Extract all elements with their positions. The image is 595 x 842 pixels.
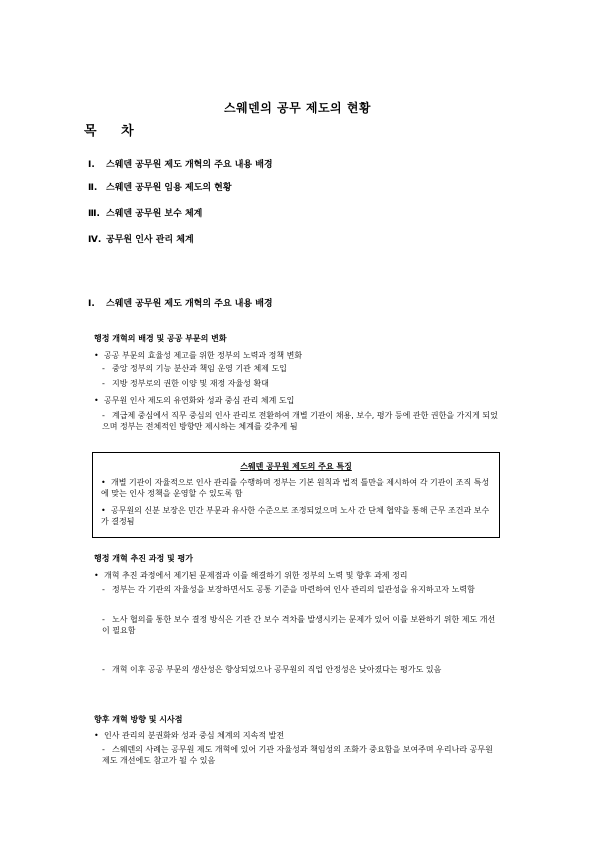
bullet-item — [94, 730, 284, 741]
box-item-text: 개별 기관이 자율적으로 인사 관리를 수행하며 정부는 기본 원칙과 법적 틀만을 제시하여 각 기관이 조직 특성에 맞는 인사 정책을 운영할 수 있도록 함 — [101, 478, 490, 498]
bullet-marker: • — [94, 396, 99, 405]
subsection-heading: 행정 개혁 추진 과정 및 평가 — [94, 554, 193, 563]
bullet-marker: • — [94, 571, 99, 580]
bullet-marker: - — [102, 745, 105, 754]
bullet-item — [102, 378, 269, 389]
bullet-marker: • — [94, 731, 99, 740]
subsection-heading: 향후 개혁 방향 및 시사점 — [94, 715, 183, 724]
bullet-item — [102, 584, 500, 595]
bullet-item — [94, 395, 294, 406]
box-item-text: 공무원의 신분 보장은 민간 부문과 유사한 수준으로 조정되었으며 노사 간 단체 협약을 통해 근무 조건과 보수가 결정됨 — [101, 506, 490, 526]
toc-item-number: Ⅳ. — [88, 235, 102, 245]
toc-item — [88, 232, 194, 245]
bullet-text: 지방 정부로의 권한 이양 및 재정 자율성 확대 — [112, 379, 269, 388]
toc-item-number: Ⅰ. — [88, 160, 95, 170]
toc-item — [88, 157, 273, 170]
bullet-text: 계급제 중심에서 직무 중심의 인사 관리로 전환하여 개별 기관이 채용, 보수, 평가 등에 관한 권한을 가지게 되었으며 정부는 전체적인 방향만 제시하는 체계를 갖추게 됨 — [102, 411, 498, 431]
section-heading — [88, 296, 273, 309]
summary-box — [92, 452, 500, 538]
toc-item-label: 공무원 인사 관리 체계 — [106, 235, 194, 245]
bullet-item — [102, 614, 500, 636]
bullet-marker: - — [102, 665, 105, 674]
bullet-marker: - — [102, 615, 105, 624]
subsection-heading: 행정 개혁의 배경 및 공공 부문의 변화 — [94, 334, 227, 343]
toc-item — [88, 206, 202, 219]
bullet-item — [102, 410, 500, 432]
bullet-text: 공공 부문의 효율성 제고를 위한 정부의 노력과 정책 변화 — [104, 351, 303, 360]
toc-item-number: Ⅲ. — [88, 209, 100, 219]
bullet-text: 개혁 이후 공공 부문의 생산성은 향상되었으나 공무원의 직업 안정성은 낮아졌다는 평가도 있음 — [112, 665, 442, 674]
bullet-text: 노사 협의를 통한 보수 결정 방식은 기관 간 보수 격차를 발생시키는 문제가 있어 이를 보완하기 위한 제도 개선이 필요함 — [102, 615, 496, 635]
bullet-text: 개혁 추진 과정에서 제기된 문제점과 이를 해결하기 위한 정부의 노력 및 향후 과제 정리 — [104, 571, 408, 580]
bullet-item — [102, 744, 500, 766]
bullet-item — [94, 350, 302, 361]
bullet-marker: • — [101, 506, 106, 515]
toc-item-label: 스웨덴 공무원 제도 개혁의 주요 내용 배경 — [106, 160, 273, 170]
bullet-item — [94, 570, 408, 581]
document-title: 스웨덴의 공무 제도의 현황 — [223, 101, 372, 115]
toc-item-label: 스웨덴 공무원 보수 체계 — [106, 209, 203, 219]
bullet-item — [102, 363, 287, 374]
section-number: Ⅰ. — [88, 299, 95, 309]
bullet-text: 스웨덴의 사례는 공무원 제도 개혁에 있어 기관 자율성과 책임성의 조화가 중요함을 보여주며 우리나라 공무원 제도 개선에도 참고가 될 수 있음 — [102, 745, 493, 765]
bullet-marker: • — [101, 478, 106, 487]
toc-item-label: 스웨덴 공무원 임용 제도의 현황 — [106, 183, 232, 193]
bullet-text: 인사 관리의 분권화와 성과 중심 체계의 지속적 발전 — [104, 731, 285, 740]
bullet-text: 공무원 인사 제도의 유연화와 성과 중심 관리 체계 도입 — [104, 396, 295, 405]
toc-item-number: Ⅱ. — [88, 183, 98, 193]
box-item — [101, 505, 493, 527]
section-title: 스웨덴 공무원 제도 개혁의 주요 내용 배경 — [106, 299, 273, 309]
bullet-marker: - — [102, 411, 105, 420]
toc-item — [88, 180, 232, 193]
bullet-text: 정부는 각 기관의 자율성을 보장하면서도 공통 기준을 마련하여 인사 관리의 일관성을 유지하고자 노력함 — [112, 585, 475, 594]
bullet-item — [102, 664, 500, 675]
toc-heading: 목 차 — [84, 124, 144, 139]
bullet-text: 중앙 정부의 기능 분산과 책임 운영 기관 체제 도입 — [112, 364, 287, 373]
box-title: 스웨덴 공무원 제도의 주요 특징 — [240, 462, 352, 471]
bullet-marker: - — [102, 585, 105, 594]
bullet-marker: - — [102, 379, 105, 388]
box-item — [101, 477, 493, 499]
bullet-marker: • — [94, 351, 99, 360]
bullet-marker: - — [102, 364, 105, 373]
